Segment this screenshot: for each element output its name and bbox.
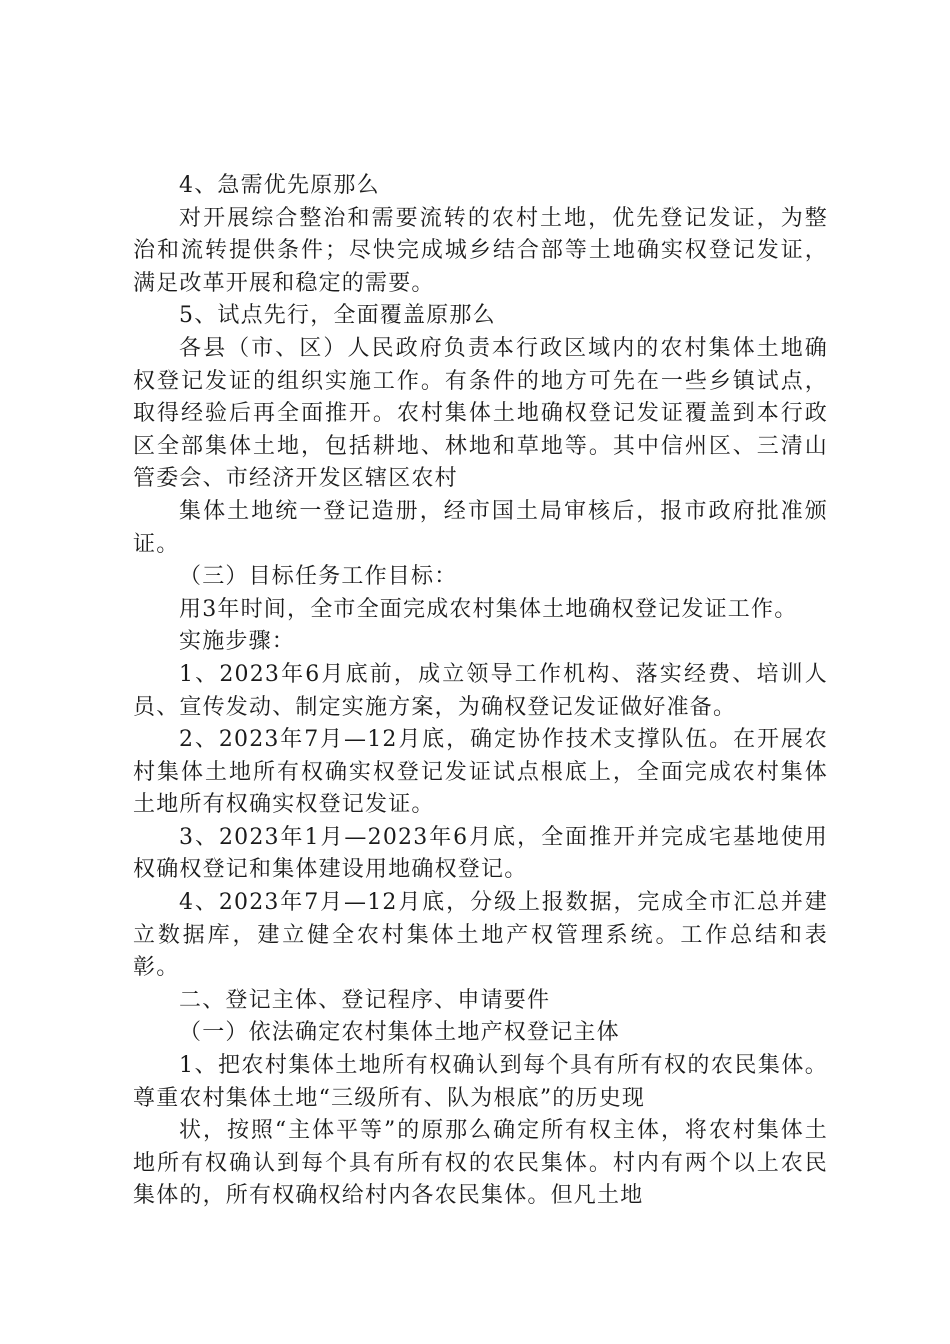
paragraph: （三）目标任务工作目标： xyxy=(179,564,458,590)
paragraph: 3、2023年1月—2023年6月底，全面推开并完成宅基地使用权确权登记和集体建设用地确权登记。 xyxy=(133,824,828,883)
paragraph: 实施步骤： xyxy=(179,629,296,655)
paragraph: 1、把农村集体土地所有权确认到每个具有所有权的农民集体。尊重农村集体土地“三级所有、队为根底”的历史现 xyxy=(133,1053,828,1111)
paragraph: 用3年时间，全市全面完成农村集体土地确权登记发证工作。 xyxy=(179,596,798,622)
paragraph: 对开展综合整治和需要流转的农村土地，优先登记发证，为整治和流转提供条件；尽快完成城乡结合部等土地确实权登记发证，满足改革开展和稳定的需要。 xyxy=(133,205,828,296)
paragraph: 各县（市、区）人民政府负责本行政区域内的农村集体土地确权登记发证的组织实施工作。有条件的地方可先在一些乡镇试点，取得经验后再全面推开。农村集体土地确权登记发证覆盖到本行政区全部集体土地，包括耕地、林地和草地等。其中信州区、三清山管委会、市经济开发区辖区农村 xyxy=(133,335,828,492)
paragraph: 状，按照“主体平等”的原那么确定所有权主体，将农村集体土地所有权确认到每个具有所有权的农民集体。村内有两个以上农民集体的，所有权确权给村内各农民集体。但凡土地 xyxy=(133,1118,828,1209)
document-body xyxy=(133,170,828,1213)
paragraph: （一）依法确定农村集体土地产权登记主体 xyxy=(179,1020,620,1046)
paragraph: 4、2023年7月—12月底，分级上报数据，完成全市汇总并建立数据库，建立健全农村集体土地产权管理系统。工作总结和表彰。 xyxy=(133,890,828,981)
paragraph: 5、试点先行，全面覆盖原那么 xyxy=(179,303,496,329)
paragraph: 1、2023年6月底前，成立领导工作机构、落实经费、培训人员、宣传发动、制定实施方案，为确权登记发证做好准备。 xyxy=(133,661,828,720)
paragraph: 二、登记主体、登记程序、申请要件 xyxy=(179,987,551,1013)
paragraph: 集体土地统一登记造册，经市国土局审核后，报市政府批准颁证。 xyxy=(133,498,828,557)
paragraph: 2、2023年7月—12月底，确定协作技术支撑队伍。在开展农村集体土地所有权确实权登记发证试点根底上，全面完成农村集体土地所有权确实权登记发证。 xyxy=(133,727,828,818)
paragraph: 4、急需优先原那么 xyxy=(179,173,380,198)
